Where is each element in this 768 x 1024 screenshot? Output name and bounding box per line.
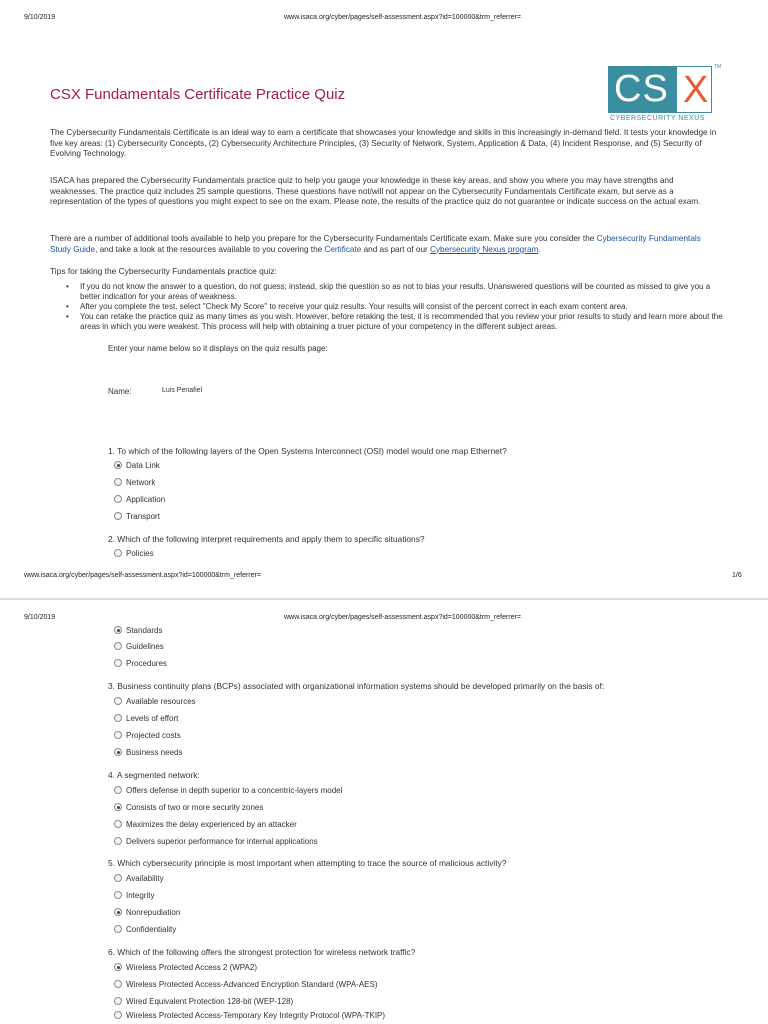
header-url: www.isaca.org/cyber/pages/self-assessment.aspx?id=100000&trm_referrer=	[284, 614, 521, 621]
question-6: 6. Which of the following offers the strongest protection for wireless network traffic?	[108, 947, 416, 957]
intro-paragraph-1: The Cybersecurity Fundamentals Certificate is an ideal way to earn a certificate that showcases your knowledge and skills in this increasingly in-demand field. It tests your knowledge in five key areas: (1) Cybersecurity Concepts, (2) Cybersecurity Architecture Principles, (3) Security of Network, System, Application & Data, (4) Incident Response, and (5) Security of Evolving Technology.	[50, 128, 717, 158]
nexus-program-link[interactable]: Cybersecurity Nexus program	[430, 244, 539, 254]
intro-p3-text-c: and as part of our	[361, 244, 431, 254]
q6-option-2[interactable]: Wireless Protected Access-Advanced Encryption Standard (WPA-AES)	[114, 980, 378, 992]
question-5: 5. Which cybersecurity principle is most important when attempting to trace the source of malicious activity?	[108, 858, 507, 868]
certificate-link[interactable]: Certificate	[324, 244, 362, 254]
radio-icon[interactable]	[114, 495, 122, 503]
q6-option-4[interactable]: Wireless Protected Access-Temporary Key Integrity Protocol (WPA-TKIP)	[114, 1011, 385, 1023]
logo-x: X	[683, 69, 709, 111]
q1-option-1[interactable]: Data Link	[114, 461, 160, 473]
radio-selected-icon[interactable]	[114, 748, 122, 756]
q4-option-3[interactable]: Maximizes the delay experienced by an attacker	[114, 820, 297, 832]
name-label: Name:	[108, 387, 132, 396]
intro-p3-text-a: There are a number of additional tools available to help you prepare for the Cybersecurity Fundamentals Certificate exam. Make sure you consider the	[50, 234, 597, 243]
study-guide-link[interactable]: Cybersecurity Fundamentals Study Guide	[50, 234, 701, 254]
radio-icon[interactable]	[114, 820, 122, 828]
q2-option-2[interactable]: Standards	[114, 626, 162, 638]
q5-option-2[interactable]: Integrity	[114, 891, 154, 903]
tip-item	[64, 282, 724, 302]
radio-selected-icon[interactable]	[114, 803, 122, 811]
q5-option-3[interactable]: Nonrepudiation	[114, 908, 180, 920]
radio-selected-icon[interactable]	[114, 963, 122, 971]
radio-icon[interactable]	[114, 980, 122, 988]
footer-url: www.isaca.org/cyber/pages/self-assessment.aspx?id=100000&trm_referrer=	[24, 572, 261, 579]
radio-icon[interactable]	[114, 786, 122, 794]
tip-item	[64, 312, 724, 332]
q2-option-3[interactable]: Guidelines	[114, 642, 164, 654]
q4-option-4[interactable]: Delivers superior performance for internal applications	[114, 837, 318, 849]
tips-heading: Tips for taking the Cybersecurity Fundamentals practice quiz:	[50, 266, 277, 276]
intro-p3-text-b: , and take a look at the resources available to you covering the	[95, 244, 325, 254]
q1-option-4[interactable]: Transport	[114, 512, 160, 524]
logo-cs: CS	[614, 68, 669, 110]
tip-item	[64, 302, 724, 312]
q3-option-1[interactable]: Available resources	[114, 697, 196, 709]
bullet-icon: •	[66, 282, 69, 291]
pdf-page-2	[0, 600, 768, 1024]
radio-icon[interactable]	[114, 642, 122, 650]
tip-text: You can retake the practice quiz as many times as you wish. However, before retaking the test, it is recommended that you review your prior results to study and learn more about the areas in which you were weakest. This process will help with obtaining a truer picture of your competency in the different subject areas.	[80, 312, 723, 331]
logo-x-box	[676, 66, 712, 113]
question-4: 4. A segmented network:	[108, 770, 200, 780]
tips-list	[64, 282, 724, 332]
header-date: 9/10/2019	[24, 14, 56, 21]
radio-icon[interactable]	[114, 997, 122, 1005]
q6-option-3[interactable]: Wired Equivalent Protection 128-bit (WEP-128)	[114, 997, 293, 1009]
radio-icon[interactable]	[114, 714, 122, 722]
q5-option-1[interactable]: Availability	[114, 874, 164, 886]
radio-selected-icon[interactable]	[114, 461, 122, 469]
radio-icon[interactable]	[114, 659, 122, 667]
q2-option-4[interactable]: Procedures	[114, 659, 167, 671]
radio-icon[interactable]	[114, 925, 122, 933]
bullet-icon: •	[66, 312, 69, 321]
intro-p3-text-d: .	[538, 244, 541, 254]
q2-option-1[interactable]: Policies	[114, 549, 154, 561]
name-input[interactable]: Luis Penafiel	[162, 387, 203, 394]
page-title: CSX Fundamentals Certificate Practice Quiz	[50, 86, 346, 103]
radio-icon[interactable]	[114, 512, 122, 520]
intro-paragraph-3	[50, 234, 722, 255]
radio-icon[interactable]	[114, 1011, 122, 1019]
logo-tagline: CYBERSECURITY NEXUS	[610, 115, 705, 122]
bullet-icon: •	[66, 302, 69, 311]
radio-icon[interactable]	[114, 891, 122, 899]
name-prompt: Enter your name below so it displays on the quiz results page:	[108, 344, 328, 353]
question-3: 3. Business continuity plans (BCPs) associated with organizational information systems should be developed primarily on the basis of:	[108, 681, 605, 691]
header-url: www.isaca.org/cyber/pages/self-assessment.aspx?id=100000&trm_referrer=	[284, 14, 521, 21]
csx-logo	[608, 64, 722, 124]
q6-option-1[interactable]: Wireless Protected Access 2 (WPA2)	[114, 963, 257, 975]
radio-icon[interactable]	[114, 837, 122, 845]
q3-option-2[interactable]: Levels of effort	[114, 714, 178, 726]
radio-icon[interactable]	[114, 478, 122, 486]
question-1: 1. To which of the following layers of the Open Systems Interconnect (OSI) model would one map Ethernet?	[108, 446, 507, 456]
page-number: 1/6	[732, 572, 742, 579]
question-2: 2. Which of the following interpret requirements and apply them to specific situations?	[108, 534, 425, 544]
q5-option-4[interactable]: Confidentiality	[114, 925, 176, 937]
q4-option-2[interactable]: Consists of two or more security zones	[114, 803, 263, 815]
radio-icon[interactable]	[114, 549, 122, 557]
tip-text: If you do not know the answer to a question, do not guess; instead, skip the question so as not to bias your results. Unanswered questions will be counted as missed to give you a better indication for your areas of weakness.	[80, 282, 711, 301]
q1-option-2[interactable]: Network	[114, 478, 155, 490]
q3-option-4[interactable]: Business needs	[114, 748, 182, 760]
radio-selected-icon[interactable]	[114, 908, 122, 916]
radio-icon[interactable]	[114, 731, 122, 739]
q1-option-3[interactable]: Application	[114, 495, 165, 507]
header-date: 9/10/2019	[24, 614, 56, 621]
radio-icon[interactable]	[114, 874, 122, 882]
q3-option-3[interactable]: Projected costs	[114, 731, 181, 743]
intro-paragraph-2: ISACA has prepared the Cybersecurity Fundamentals practice quiz to help you gauge your knowledge in these key areas, and show you where you may have strengths and weaknesses. The practice quiz includes 25 sample questions. These questions have not/will not appear on the Cybersecurity Fundamentals Certificate exam, but serve as a representation of the types of questions you might expect to see on the exam. Please note, the results of the practice quiz do not guarantee or indicate success on the actual exam.	[50, 176, 701, 206]
radio-selected-icon[interactable]	[114, 626, 122, 634]
radio-icon[interactable]	[114, 697, 122, 705]
tip-text: After you complete the test, select "Check My Score" to receive your quiz results. Your results will consist of the percent correct in each exam content area.	[80, 302, 628, 311]
logo-tm: TM	[714, 64, 722, 70]
q4-option-1[interactable]: Offers defense in depth superior to a concentric-layers model	[114, 786, 342, 798]
